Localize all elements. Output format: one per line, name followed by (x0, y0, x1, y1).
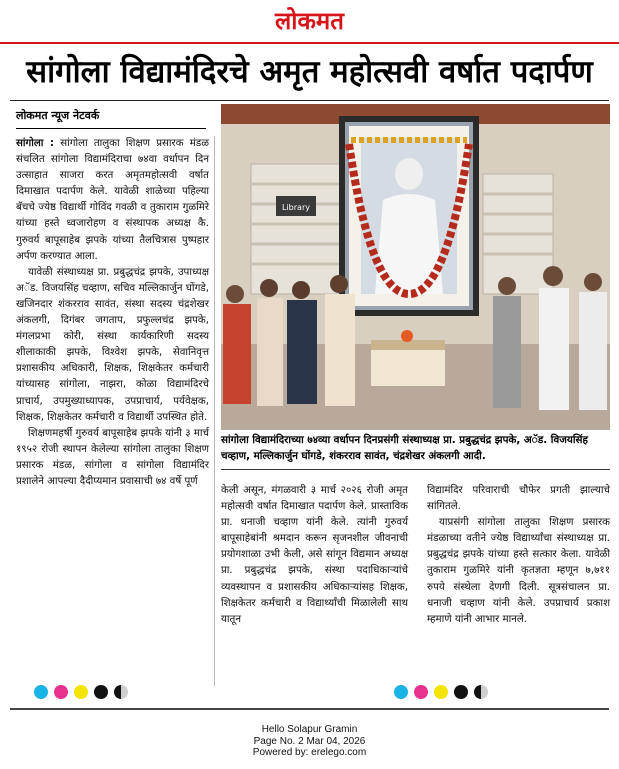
page-bottom-rule (10, 708, 609, 710)
black-registration-dot-right (454, 685, 468, 699)
gray-registration-dot (114, 685, 128, 699)
powered-by: Powered by: erelego.com (252, 747, 367, 758)
magenta-registration-dot (54, 685, 68, 699)
column-divider (214, 136, 215, 686)
paragraph-3: शिक्षणमहर्षी गुरुवर्य बापूसाहेब झपके यांनी ३ मार्च १९५२ रोजी स्थापन केलेल्या सांगोला तालुका शिक्षण प्रसारक मंडळ, सांगोला व सांगोला विद्यामंदिर प्रशालेने आपल्या दैदीप्यमान प्रवासाची ७४ वर्षे पूर्ण (16, 427, 209, 487)
dateline: सांगोला : (16, 138, 55, 149)
article-headline: सांगोला विद्यामंदिरचे अमृत महोत्सवी वर्षात पदार्पण (26, 54, 593, 90)
byline: लोकमत न्यूज नेटवर्क (16, 109, 100, 122)
yellow-registration-dot-right (434, 685, 448, 699)
paragraph-5: विद्यामंदिर परिवाराची चौफेर प्रगती झाल्याचे सांगितले. (427, 485, 610, 513)
yellow-registration-dot (74, 685, 88, 699)
article-photo (221, 104, 610, 430)
caption-divider (221, 469, 610, 470)
library-sign-text: Library (282, 203, 310, 212)
photo-caption: सांगोला विद्यामंदिराच्या ७४व्या वर्धापन दिनप्रसंगी संस्थाध्यक्ष प्रा. प्रबुद्धचंद्र झपके, अॅड. विजयसिंह चव्हाण, मल्लिकार्जुन घोंगडे, शंकरराव सावंत, चंद्रशेखर अंकलगी आदी. (221, 434, 588, 462)
article-column-3 (427, 483, 610, 628)
photo-illustration (221, 104, 610, 430)
cyan-registration-dot (34, 685, 48, 699)
cyan-registration-dot-right (394, 685, 408, 699)
page-and-date: Page No. 2 Mar 04, 2026 (253, 735, 366, 747)
article-column-2 (221, 483, 408, 628)
gray-registration-dot-right (474, 685, 488, 699)
paragraph-6: याप्रसंगी सांगोला तालुका शिक्षण प्रसारक मंडळाच्या वतीने ज्येष्ठ विद्यार्थ्यांचा संस्थाध्यक्ष प्रा. प्रबुद्धचंद्र झपके यांच्या हस्ते सत्कार केला. यावेळी तुकाराम गुळमिरे यांनी कृतज्ञता म्हणून ७,७११ रुपये संस्थेला देणगी दिली. सूत्रसंचालन प्रा. धनाजी चव्हाण यांनी केले. उपप्राचार्य प्रकाश म्हमाणे यांनी आभार मानले. (427, 517, 610, 625)
black-registration-dot (94, 685, 108, 699)
byline-divider (16, 128, 206, 129)
page-footer (0, 724, 619, 759)
paragraph-2: यावेळी संस्थाध्यक्ष प्रा. प्रबुद्धचंद्र झपके, उपाध्यक्ष अॅड. विजयसिंह चव्हाण, सचिव मल्लिकार्जुन घोंगडे, खजिनदार शंकरराव सावंत, संस्था सदस्य चंद्रशेखर अंकलगी, दिगंबर जगताप, प्रफुल्लचंद्र झपके, मंगलप्रभा कोरी, संस्था कार्यकारिणी सदस्य शीलाकाकी झपके, विश्वेश झपके, सेवानिवृत्त प्रशासकीय अधिकारी, शिक्षक, शिक्षकेतर कर्मचारी यांच्यासह सांगोला, नाझरा, कोळा विद्यामंदिरचे प्राचार्य, उपमुख्याध्यापक, उपप्राचार्य, पर्यवेक्षक, शिक्षक, शिक्षकेतर कर्मचारी व विद्यार्थी उपस्थित होते. (16, 266, 209, 423)
magenta-registration-dot-right (414, 685, 428, 699)
edition-name: Hello Solapur Gramin (261, 724, 358, 735)
masthead (0, 0, 619, 40)
paragraph-1: सांगोला तालुका शिक्षण प्रसारक मंडळ संचलित सांगोला विद्यामंदिराचा ७४वा वर्धापन दिन उत्साहात साजरा करत अमृतमहोत्सवी वर्षात दिमाखात पदार्पण केले. यावेळी शाळेच्या पहिल्या बॅचचे ज्येष्ठ विद्यार्थी गोविंद गवळी व तुकाराम गुळमिरे यांच्या हस्ते ध्वजारोहण व संस्थापक अध्यक्ष कै. गुरुवर्य बापूसाहेब झपके यांच्या तैलचित्रास पुष्पहार अर्पण करण्यात आला. (16, 138, 209, 262)
paragraph-4: केली असून, मंगळवारी ३ मार्च २०२६ रोजी अमृत महोत्सवी वर्षात दिमाखात पदार्पण केले. प्रास्ताविक प्रा. धनाजी चव्हाण यांनी केले. त्यांनी गुरुवर्य बापूसाहेबांनी श्रमदान करून सृजनशील जीवनाची प्रयोगशाळा उभी केली, असे सांगून विद्यमान अध्यक्ष प्रा. प्रबुद्धचंद्र झपके, संस्था पदाधिकाऱ्यांचे व्यवस्थापन व प्रशासकीय अधिकाऱ्यांसह शिक्षक, शिक्षकेतर कर्मचारी व विद्यार्थ्यांची मिळालेली साथ यातून (221, 485, 408, 625)
article-column-1 (16, 136, 209, 691)
headline-divider (10, 100, 609, 101)
lokmat-logo: लोकमत (275, 6, 344, 35)
masthead-divider (0, 42, 619, 44)
